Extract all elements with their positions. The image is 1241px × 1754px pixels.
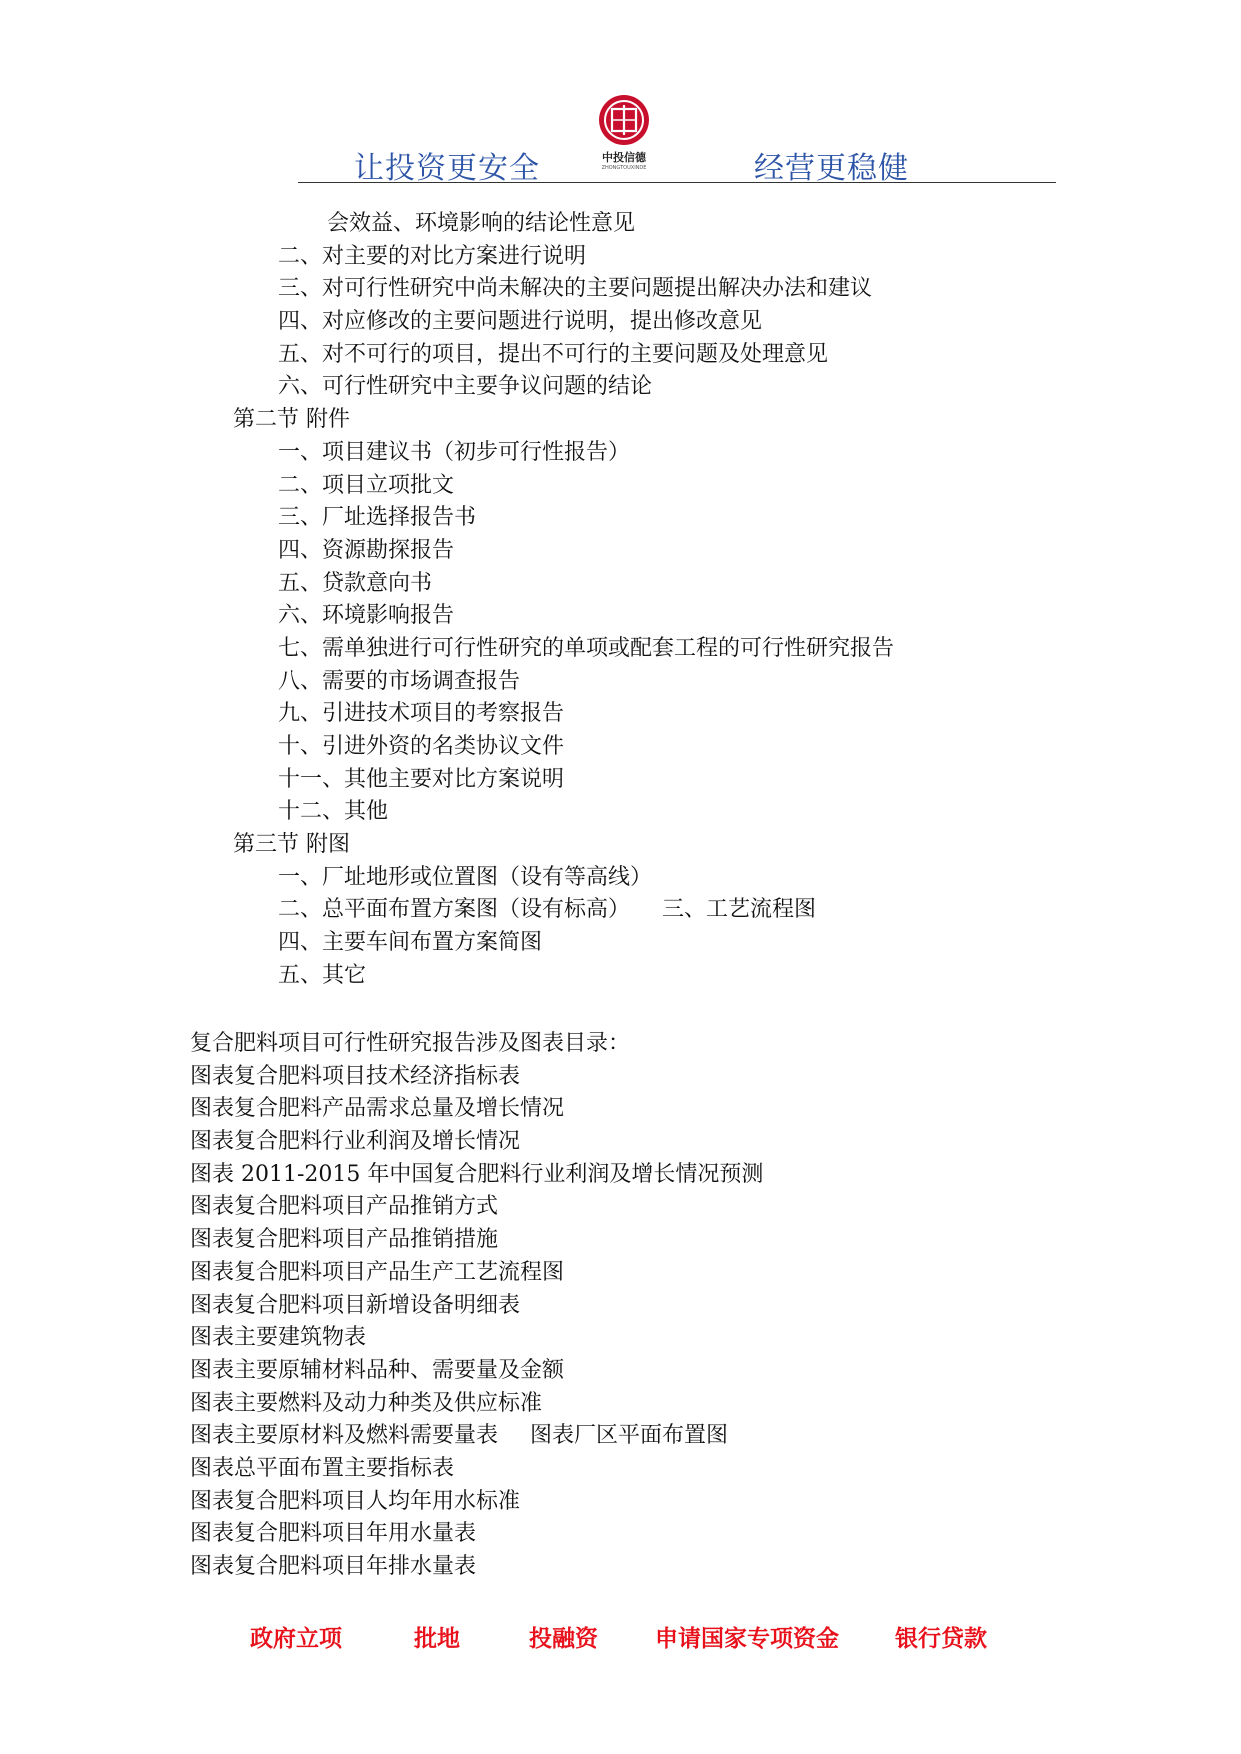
header-slogan-right: 经营更稳健: [754, 151, 909, 186]
footer-service-bank-loan: 银行贷款: [895, 1625, 987, 1652]
figure-list-item: 图表复合肥料行业利润及增长情况: [190, 1129, 521, 1155]
toc-item: 五、对不可行的项目，提出不可行的主要问题及处理意见: [278, 341, 829, 367]
toc-section-title-attachments: 第二节 附件: [233, 407, 350, 433]
toc-item-combined: [0, 894, 1241, 927]
figure-list-item: 图表复合肥料项目新增设备明细表: [190, 1292, 521, 1318]
toc-item: 六、环境影响报告: [278, 603, 455, 629]
figure-list-item: 图表复合肥料项目产品推销方式: [190, 1194, 499, 1220]
footer-service-project-approval: 政府立项: [250, 1625, 342, 1652]
toc-item: 二、项目立项批文: [278, 472, 455, 498]
figure-list-item: 图表 2011-2015 年中国复合肥料行业利润及增长情况预测: [190, 1161, 764, 1187]
figure-list-item: 图表主要建筑物表: [190, 1325, 367, 1351]
figure-list-item-combined: [190, 1420, 1090, 1453]
footer-service-financing: 投融资: [529, 1625, 598, 1652]
figure-list-heading: 复合肥料项目可行性研究报告涉及图表目录：: [190, 1031, 631, 1056]
figure-list-item: 图表复合肥料项目年用水量表: [190, 1521, 477, 1547]
figure-list-item: 图表复合肥料产品需求总量及增长情况: [190, 1096, 565, 1122]
page-footer: [0, 1620, 1241, 1660]
figure-list-item: 图表复合肥料项目产品生产工艺流程图: [190, 1259, 565, 1285]
toc-item: 二、总平面布置方案图（设有标高）: [278, 897, 631, 923]
toc-item: 九、引进技术项目的考察报告: [278, 701, 565, 727]
toc-item: 七、需单独进行可行性研究的单项或配套工程的可行性研究报告: [278, 635, 895, 661]
toc-item: 四、对应修改的主要问题进行说明，提出修改意见: [278, 309, 763, 335]
logo-brand-subtext: ZHONGTOUXINDE: [601, 165, 647, 171]
figure-list-section: [190, 1028, 1090, 1584]
page-header: [0, 0, 1241, 190]
toc-section-title-drawings: 第三节 附图: [233, 832, 350, 858]
figure-list-item: 图表主要原辅材料品种、需要量及金额: [190, 1357, 565, 1383]
toc-item: 四、资源勘探报告: [278, 537, 455, 563]
toc-item: 一、项目建议书（初步可行性报告）: [278, 439, 631, 465]
footer-service-land-approval: 批地: [414, 1625, 460, 1652]
toc-item: 一、厂址地形或位置图（设有等高线）: [278, 864, 653, 890]
toc-item: 八、需要的市场调查报告: [278, 668, 521, 694]
figure-list-item: 图表总平面布置主要指标表: [190, 1455, 455, 1481]
toc-continuation-line: 会效益、环境影响的结论性意见: [327, 211, 636, 236]
toc-item: 三、厂址选择报告书: [278, 505, 477, 531]
logo-brand-text: 中投信德: [602, 151, 646, 164]
figure-list-item: 图表厂区平面布置图: [530, 1423, 729, 1449]
toc-item: 六、可行性研究中主要争议问题的结论: [278, 374, 653, 400]
footer-service-special-funds: 申请国家专项资金: [655, 1625, 839, 1652]
toc-section: [0, 208, 1241, 993]
figure-list-item: 图表主要原材料及燃料需要量表: [190, 1423, 499, 1449]
figure-list-item: 图表复合肥料项目技术经济指标表: [190, 1063, 521, 1089]
toc-item: 十、引进外资的名类协议文件: [278, 734, 565, 759]
toc-item: 二、对主要的对比方案进行说明: [278, 243, 587, 269]
figure-list-item: 图表复合肥料项目产品推销措施: [190, 1227, 499, 1253]
toc-item: 三、工艺流程图: [662, 897, 817, 923]
header-divider: [298, 182, 1056, 183]
toc-item: 十一、其他主要对比方案说明: [278, 766, 565, 792]
figure-list-item: 图表主要燃料及动力种类及供应标准: [190, 1390, 543, 1416]
toc-item: 四、主要车间布置方案简图: [278, 930, 543, 956]
figure-list-item: 图表复合肥料项目年排水量表: [190, 1554, 477, 1579]
toc-item: 五、贷款意向书: [278, 570, 433, 596]
figure-list-item: 图表复合肥料项目人均年用水标准: [190, 1488, 521, 1514]
header-slogan-left: 让投资更安全: [354, 151, 540, 186]
toc-item: 三、对可行性研究中尚未解决的主要问题提出解决办法和建议: [278, 276, 873, 302]
toc-item: 五、其它: [278, 962, 367, 988]
toc-item: 十二、其他: [278, 799, 389, 825]
